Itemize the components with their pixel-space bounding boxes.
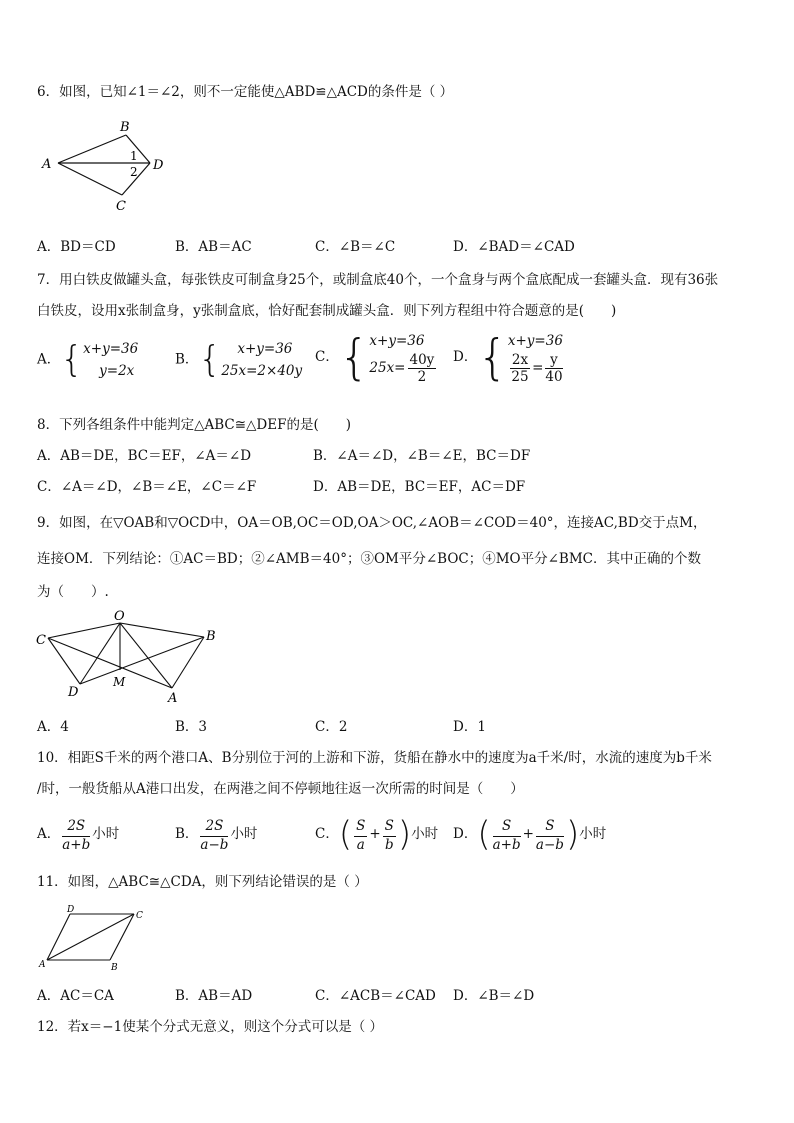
q8-option-a[interactable]: A．AB＝DE，BC＝EF，∠A＝∠D <box>37 448 252 464</box>
q7-stem-line2: 白铁皮，设用x张制盒身，y张制盒底，恰好配套制成罐头盒．则下列方程组中符合题意的是( ) <box>37 303 617 319</box>
q6-option-d[interactable]: D．∠BAD＝∠CAD <box>453 239 575 255</box>
q10-d-unit: 小时 <box>579 826 607 842</box>
q8-option-d[interactable]: D．AB＝DE，BC＝EF，AC＝DF <box>313 479 526 495</box>
q10-c-unit: 小时 <box>411 826 439 842</box>
q7-option-c-label: C． <box>315 349 339 365</box>
q11-option-c[interactable]: C．∠ACB＝∠CAD <box>315 988 436 1004</box>
q12-stem: 12．若x＝−1使某个分式无意义，则这个分式可以是（ ） <box>37 1019 383 1035</box>
q11-option-d[interactable]: D．∠B＝∠D <box>453 988 535 1004</box>
q7-d-left-numerator: 2x <box>511 352 529 368</box>
q9-label-a: A <box>168 691 178 706</box>
q7-a-eq1: x+y=36 <box>83 341 139 357</box>
q7-option-d-label: D． <box>453 349 478 365</box>
q10-a-numerator: 2S <box>62 816 90 837</box>
q6-label-d: D <box>153 158 164 173</box>
q9-option-c[interactable]: C．2 <box>315 719 348 735</box>
q7-option-d[interactable]: D．{x+y=36 $\frac{2x}{25}$ = $\frac{y}{40}$ <box>453 329 563 386</box>
q10-c-frac2-numerator: S <box>383 816 396 837</box>
q11-label-c: C <box>136 911 143 921</box>
q7-option-c[interactable]: C．{x+y=36 25x= $\frac{40y}{2}$ <box>315 329 435 386</box>
q7-d-left-denominator: 25 <box>511 369 529 385</box>
q10-c-frac1-denominator: a <box>356 837 365 853</box>
q7-option-b[interactable]: B．{ x+y=36 25x=2×40y <box>175 339 303 380</box>
q9-option-b[interactable]: B．3 <box>175 719 208 735</box>
q7-c-eq1: x+y=36 <box>369 333 425 349</box>
q7-stem-line1: 7．用白铁皮做罐头盒，每张铁皮可制盒身25个，或制盒底40个，一个盒身与两个盒底配成一套罐头盒．现有36张 <box>37 272 719 288</box>
q7-d-eq1: x+y=36 <box>507 333 563 349</box>
q10-option-b-label: B． <box>175 826 199 842</box>
q6-label-1: 1 <box>130 149 138 163</box>
q10-c-plus: + <box>369 826 381 842</box>
q9-label-d: D <box>68 685 79 700</box>
q10-option-a[interactable] <box>37 816 119 853</box>
q6-stem: 6．如图，已知∠1＝∠2，则不一定能使△ABD≌△ACD的条件是（ ） <box>37 84 454 100</box>
q6-figure <box>40 115 164 215</box>
q10-d-frac2-denominator: a−b <box>535 837 564 853</box>
q10-c-frac1-numerator: S <box>354 816 367 837</box>
q7-b-eq1: x+y=36 <box>237 341 293 357</box>
q10-stem-line1: 10．相距S千米的两个港口A、B分别位于河的上游和下游，货船在静水中的速度为a千米/时，水流的速度为b千米 <box>37 750 712 766</box>
q6-label-c: C <box>116 199 126 214</box>
q8-option-b[interactable]: B．∠A＝∠D，∠B＝∠E，BC＝DF <box>313 448 531 464</box>
q7-option-a[interactable]: A．{x+y=36 y=2x <box>37 339 139 380</box>
q10-a-unit: 小时 <box>92 826 120 842</box>
q10-option-b[interactable] <box>175 816 257 853</box>
q11-label-a: A <box>39 960 46 970</box>
q10-d-frac2-numerator: S <box>536 816 564 837</box>
q8-stem: 8．下列各组条件中能判定△ABC≅△DEF的是( ) <box>37 417 351 433</box>
q6-option-c[interactable]: C．∠B＝∠C <box>315 239 396 255</box>
q8-option-c[interactable]: C．∠A＝∠D，∠B＝∠E，∠C＝∠F <box>37 479 257 495</box>
q6-label-a: A <box>42 157 52 172</box>
q10-option-a-label: A． <box>37 826 61 842</box>
q7-d-right-numerator: y <box>545 352 562 369</box>
q10-d-frac1-numerator: S <box>493 816 521 837</box>
q10-b-numerator: 2S <box>200 816 228 837</box>
q11-option-a[interactable]: A．AC＝CA <box>37 988 114 1004</box>
q9-label-c: C <box>36 633 46 648</box>
q6-option-a[interactable]: A．BD＝CD <box>37 239 116 255</box>
q10-option-c-label: C． <box>315 826 339 842</box>
q9-figure <box>34 610 224 705</box>
q7-c-eq2-left: 25x= <box>369 360 406 376</box>
q10-b-unit: 小时 <box>230 826 258 842</box>
q7-d-equals: = <box>532 360 544 376</box>
q9-stem-line2: 连接OM．下列结论：①AC＝BD；②∠AMB＝40°；③OM平分∠BOC；④MO平分∠BMC．其中正确的个数 <box>37 551 701 567</box>
q9-label-m: M <box>113 675 126 689</box>
q9-label-b: B <box>206 629 216 644</box>
q10-stem-line2: /时，一般货船从A港口出发，在两港之间不停顿地往返一次所需的时间是（ ） <box>37 781 524 797</box>
q10-d-plus: + <box>522 826 534 842</box>
q6-label-2: 2 <box>130 165 138 179</box>
q10-option-c[interactable]: C．( $\frac{S}{a}$ + $\frac{S}{b}$ )小时 <box>315 814 439 855</box>
q10-c-frac2-denominator: b <box>384 837 394 853</box>
q7-d-right-denominator: 40 <box>545 369 563 385</box>
q6-option-b[interactable]: B．AB＝AC <box>175 239 252 255</box>
q7-a-eq2: y=2x <box>99 363 135 379</box>
q9-label-o: O <box>114 609 125 624</box>
q11-stem: 11．如图，△ABC≅△CDA，则下列结论错误的是（ ） <box>37 874 368 890</box>
q10-a-denominator: a+b <box>62 837 91 853</box>
q11-option-b[interactable]: B．AB＝AD <box>175 988 253 1004</box>
q9-stem-line1: 9．如图，在▽OAB和▽OCD中，OA＝OB,OC＝OD,OA＞OC,∠AOB＝∠COD＝40°，连接AC,BD交于点M， <box>37 515 707 531</box>
q7-c-numerator: 40y <box>409 352 435 368</box>
q7-option-b-label: B． <box>175 351 199 368</box>
q11-figure <box>38 904 148 974</box>
q10-b-denominator: a−b <box>200 837 229 853</box>
q7-c-denominator: 2 <box>417 369 427 385</box>
q10-option-d[interactable]: D．( $\frac{S}{a+b}$ + $\frac{S}{a-b}$ )小时 <box>453 814 607 855</box>
q7-option-a-label: A． <box>37 351 61 368</box>
q10-d-frac1-denominator: a+b <box>492 837 521 853</box>
q7-b-eq2: 25x=2×40y <box>221 363 303 379</box>
q10-option-d-label: D． <box>453 826 478 842</box>
q6-label-b: B <box>120 120 130 135</box>
q9-option-d[interactable]: D．1 <box>453 719 486 735</box>
q11-label-d: D <box>67 905 75 915</box>
q11-label-b: B <box>111 963 118 973</box>
q9-stem-line3: 为（ ）. <box>37 584 109 600</box>
q9-option-a[interactable]: A．4 <box>37 719 69 735</box>
